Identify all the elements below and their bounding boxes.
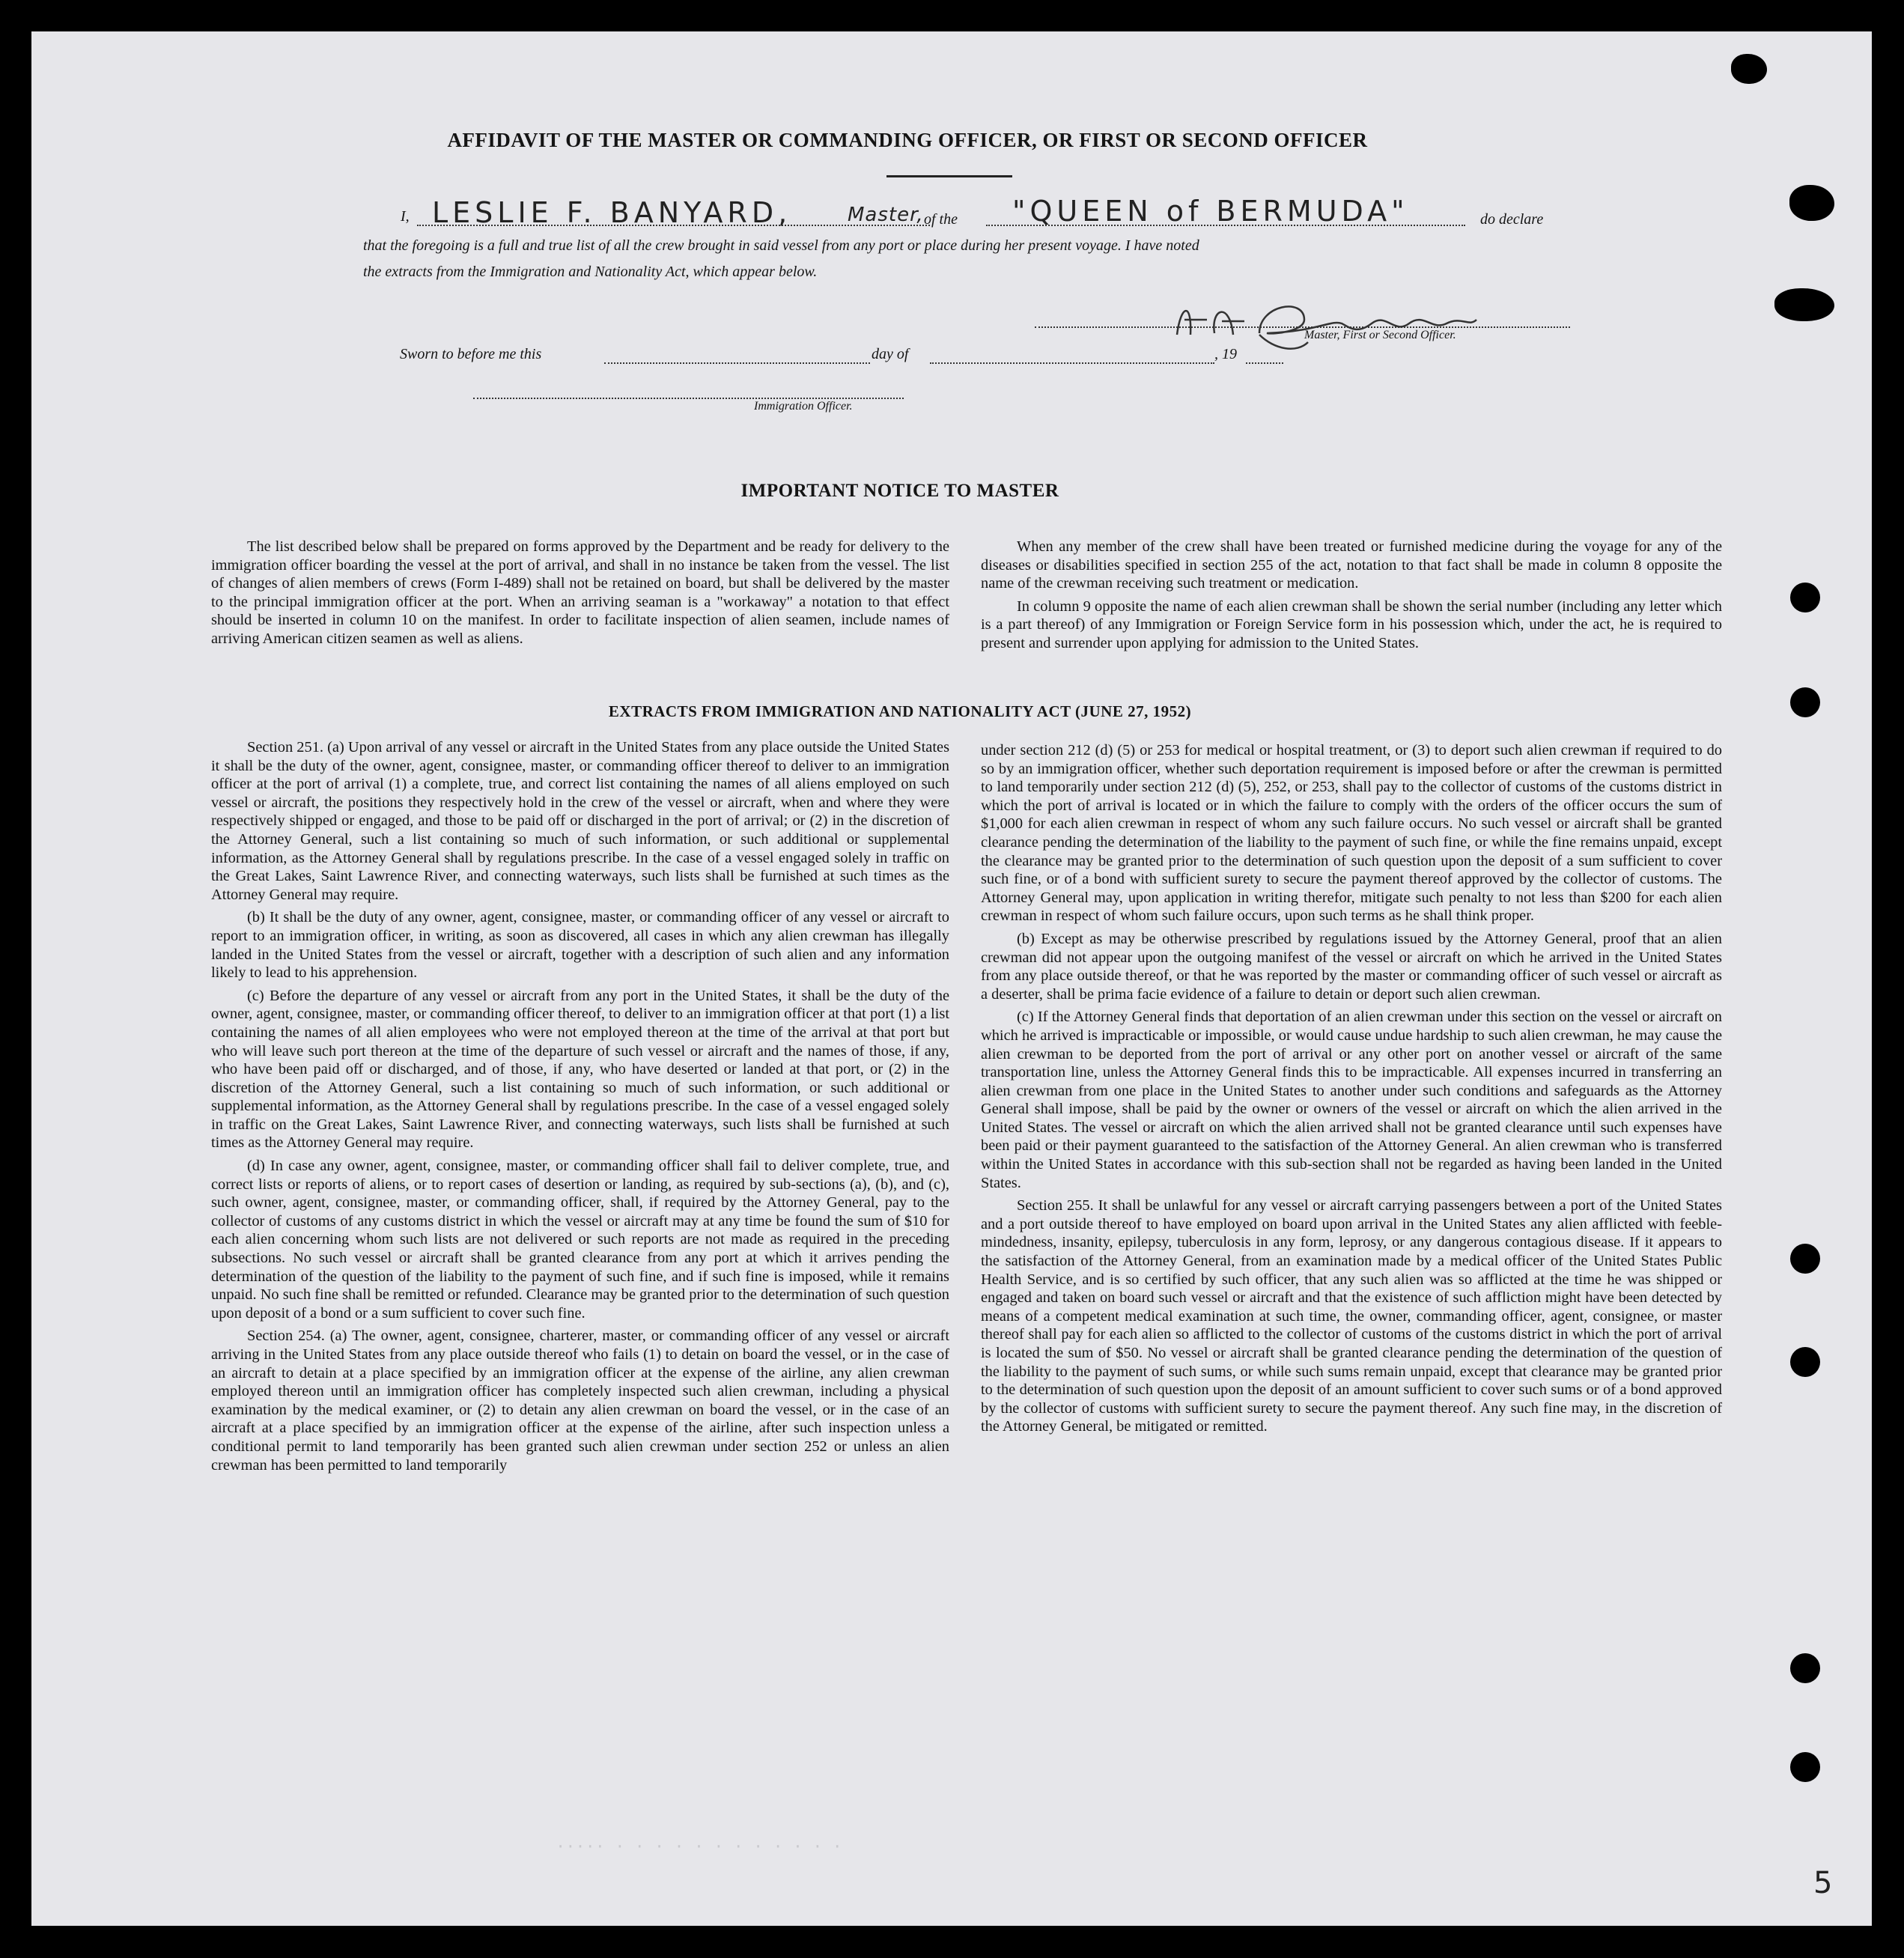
notice-left-column	[211, 538, 949, 653]
title-rule	[886, 175, 1012, 177]
signature-line	[1035, 325, 1570, 328]
declaration-line-2: the extracts from the Immigration and Nationality Act, which appear below.	[363, 264, 818, 280]
bleed-through-text: ····· · · · · · · · · · · · ·	[556, 1837, 842, 1856]
binder-hole	[1790, 583, 1820, 612]
section-254-a: Section 254. (a) The owner, agent, consignee, charterer, master, or commanding officer of any vessel or aircraft arriving in the United States from any place outside thereof who fails (1) to detain on board the vessel, or in the case of an aircraft to detain at a place specified by an immigration officer at the expense of the airline, any alien crewman employed thereon until an immigration officer has completely inspected such alien crewman, including a physical examination by the medical examiner, or (2) to detain any alien crewman on board the vessel, or in the case of an aircraft at a place specified by an immigration officer at the expense of the airline, after such inspection unless a conditional permit to land temporarily has been granted such alien crewman under section 252 or unless an alien crewman has been permitted to land temporarily	[211, 1328, 949, 1474]
ink-smudge	[1789, 185, 1834, 221]
extracts-title: EXTRACTS FROM IMMIGRATION AND NATIONALITY ACT (JUNE 27, 1952)	[608, 702, 1192, 720]
section-254-b: (b) Except as may be otherwise prescribed by regulations issued by the Attorney General, proof that an alien crewman did not appear upon the outgoing manifest of the vessel or aircraft on which he arrived in the United States from any place outside thereof, or that he was reported by the master or commanding officer of such vessel or aircraft as a deserter, shall be prima facie evidence of a failure to detain or deport such alien crewman.	[981, 930, 1722, 1003]
declaration-line-1: that the foregoing is a full and true list of all the crew brought in said vessel from any port or place during her present voyage. I have noted	[363, 237, 1199, 254]
notice-right-column	[981, 538, 1722, 657]
do-declare-label: do declare	[1480, 211, 1544, 228]
officer-caption: Immigration Officer.	[754, 400, 853, 413]
day-of-label: day of	[872, 346, 909, 362]
section-251-d: (d) In case any owner, agent, consignee, master, or commanding officer shall fail to deliver complete, true, and correct lists or reports of aliens, or to report cases of desertion or landing, as required by sub-sections (a), (b), and (c), such owner, agent, consignee, master, or commanding officer, shall, if required by the Attorney General, pay to the collector of customs of any customs district in which the vessel or aircraft may at any time be found the sum of $10 for each alien concerning whom such lists are not delivered or such reports are not made as required in the preceding subsections. No such vessel or aircraft shall be granted clearance from any port at which it arrives pending the determination of the question of the liability to the payment of such fine, and if such fine is imposed, while it remains unpaid. No such fine shall be remitted or refunded. Clearance may be granted prior to the determination of such question upon deposit of a bond or a sum sufficient to cover such fine.	[211, 1158, 949, 1322]
extracts-left-column	[211, 738, 949, 1479]
binder-hole	[1790, 687, 1820, 717]
master-title: Master,	[848, 204, 924, 226]
binder-hole	[1790, 1752, 1820, 1782]
binder-hole	[1790, 1244, 1820, 1274]
section-255: Section 255. It shall be unlawful for any vessel or aircraft carrying passengers between a port of the United States and a port outside thereof to have employed on board upon arrival in the United States any alien afflicted with feeble-mindedness, insanity, epilepsy, tuberculosis in any form, leprosy, or any dangerous contagious disease. If it appears to the satisfaction of the Attorney General, from an examination made by a medical officer of the United States Public Health Service, and is so certified by such officer, that any such alien was so afflicted at the time he was shipped or engaged and taken on board such vessel or aircraft and that the existence of such affliction might have been detected by means of a competent medical examination at such time, the owner, commanding officer, agent, consignee, or master thereof shall pay for each alien so afflicted to the collector of customs of the customs district in which the port of arrival is located the sum of $50. No vessel or aircraft shall be granted clearance pending the determination of the question of the liability to the payment of such sums, or while such sums remain unpaid, except that clearance may be granted prior to the determination of such question upon the deposit of an amount sufficient to cover such sums or of a bond approved by the collector of customs with sufficient surety to secure the payment thereof. Any such fine may, in the discretion of the Attorney General, be mitigated or remitted.	[981, 1197, 1722, 1435]
officer-line	[473, 396, 904, 399]
section-251-a: Section 251. (a) Upon arrival of any vessel or aircraft in the United States from any place outside the United States it shall be the duty of the owner, agent, consignee, master, or commanding officer thereof to deliver to an immigration officer at the port of arrival (1) a complete, true, and correct list containing the names of all aliens employed on such vessel or aircraft, the positions they respectively hold in the crew of the vessel or aircraft, when and where they were respectively shipped or engaged, and those to be paid off or discharged in the port of arrival; or (2) in the discretion of the Attorney General, such a list containing so much of such information, or such additional or supplemental information, as the Attorney General shall by regulations prescribe. In the case of a vessel engaged solely in traffic on the Great Lakes, Saint Lawrence River, and connecting waterways, such lists shall be furnished at such times as the Attorney General may require.	[211, 739, 949, 903]
signature-caption: Master, First or Second Officer.	[1304, 329, 1456, 341]
binder-hole	[1790, 1653, 1820, 1683]
of-the-label: of the	[924, 211, 958, 228]
notice-title: IMPORTANT NOTICE TO MASTER	[740, 481, 1059, 501]
section-254-a-continued: under section 212 (d) (5) or 253 for medical or hospital treatment, or (3) to deport such alien crewman if required to do so by an immigration officer, whether such deportation requirement is imposed before or after the crewman is permitted to land temporarily under section 212 (d) (5), 252, or 253, shall pay to the collector of customs of the customs district in which the port of arrival is located or in which the failure to comply with the orders of the officer occurs the sum of $1,000 for each alien crewman in respect of whom any such failure occurs. No such vessel or aircraft shall be granted clearance pending the determination of the liability to the payment of such fine, or while the fine remains unpaid, except the clearance may be granted prior to the determination of such question upon the deposit of a sum sufficient to cover such fine, or of a bond with sufficient surety to secure the payment thereof approved by the collector of customs. The Attorney General may, upon application in writing therefor, mitigate such penalty to not less than $200 for each alien crewman in respect of whom such failure occurs, upon such terms as he shall think proper.	[981, 742, 1722, 925]
section-251-b: (b) It shall be the duty of any owner, agent, consignee, master, or commanding officer of any vessel or aircraft to report to an immigration officer, in writing, as soon as discovered, all cases in which any alien crewman has illegally landed in the United States from the vessel or aircraft, together with a description of such alien and any information likely to lead to his apprehension.	[211, 909, 949, 982]
sworn-label: Sworn to before me this	[400, 346, 542, 362]
section-254-c: (c) If the Attorney General finds that deportation of an alien crewman under this section on the vessel or aircraft on which he arrived is impracticable or impossible, or would cause undue hardship to such alien crewman, he may cause the alien crewman to be deported from the port of arrival or any other port on another vessel or aircraft of the same transportation line, unless the Attorney General finds this to be impracticable. All expenses incurred in transferring an alien crewman from one place in the United States to another under such conditions and safeguards as the Attorney General shall impose, shall be paid by the owner or owners of the vessel or aircraft on which the alien arrived in the United States. The vessel or aircraft on which the alien arrived shall not be granted clearance until such expenses have been paid or their payment guaranteed to the satisfaction of the Attorney General. An alien crewman who is transferred within the United States in accordance with this sub-section shall not be regarded as having been landed in the United States.	[981, 1009, 1722, 1191]
document-page	[31, 31, 1872, 1926]
ink-smudge	[1731, 54, 1767, 84]
signature-scrawl	[1147, 290, 1566, 357]
corner-mark: 5	[1813, 1866, 1837, 1900]
section-251-c: (c) Before the departure of any vessel or aircraft from any port in the United States, it shall be the duty of the owner, agent, consignee, master, or commanding officer thereof, to deliver to an immigration officer at that port (1) a list containing the names of all alien employees who were not employed thereon at the time of the arrival at that port but who will leave such port thereon at the time of the departure of such vessel or aircraft and the names of those, if any, who have been paid off or discharged, and of those, if any, who have deserted or landed at that port, or (2) in the discretion of the Attorney General, such a list containing so much of such information, or such additional or supplemental information, as the Attorney General shall by regulations prescribe. In the case of a vessel engaged solely in traffic on the Great Lakes, Saint Lawrence River, and connecting waterways, such lists shall be furnished at such times as the Attorney General may require.	[211, 987, 949, 1152]
signature	[1147, 290, 1566, 357]
sworn-year-line	[1246, 361, 1283, 364]
ink-smudge	[1774, 288, 1834, 321]
master-name: LESLIE F. BANYARD,	[432, 196, 792, 229]
extracts-right-column	[981, 741, 1722, 1441]
vessel-name: "QUEEN of BERMUDA"	[1012, 195, 1409, 228]
sworn-month-line	[930, 361, 1214, 364]
binder-hole	[1790, 1347, 1820, 1377]
notice-right-paragraph-1: When any member of the crew shall have been treated or furnished medicine during the voyage for any of the diseases or disabilities specified in section 255 of the act, notation to that fact shall be made in column 8 opposite the name of the crewman receiving such treatment or medication.	[981, 538, 1722, 592]
notice-right-paragraph-2: In column 9 opposite the name of each alien crewman shall be shown the serial number (including any letter which is a part thereof) of any Immigration or Foreign Service form in his possession which, under the act, he is required to present and surrender upon applying for admission to the United States.	[981, 598, 1722, 651]
sworn-day-line	[604, 361, 870, 364]
affidavit-title: AFFIDAVIT OF THE MASTER OR COMMANDING OFFICER, OR FIRST OR SECOND OFFICER	[447, 129, 1368, 151]
notice-left-paragraph: The list described below shall be prepared on forms approved by the Department and be ready for delivery to the immigration officer boarding the vessel at the port of arrival, and shall in no instance be taken from the vessel. The list of changes of alien members of crews (Form I-489) shall not be retained on board, but shall be delivered by the master to the principal immigration officer at the port. When an arriving seaman is a "workaway" a notation to that effect should be inserted in column 10 on the manifest. In order to facilitate inspection of alien seamen, include names of arriving American citizen seamen as well as aliens.	[211, 538, 949, 647]
year-label: , 19	[1214, 346, 1237, 362]
i-label: I,	[401, 208, 410, 225]
